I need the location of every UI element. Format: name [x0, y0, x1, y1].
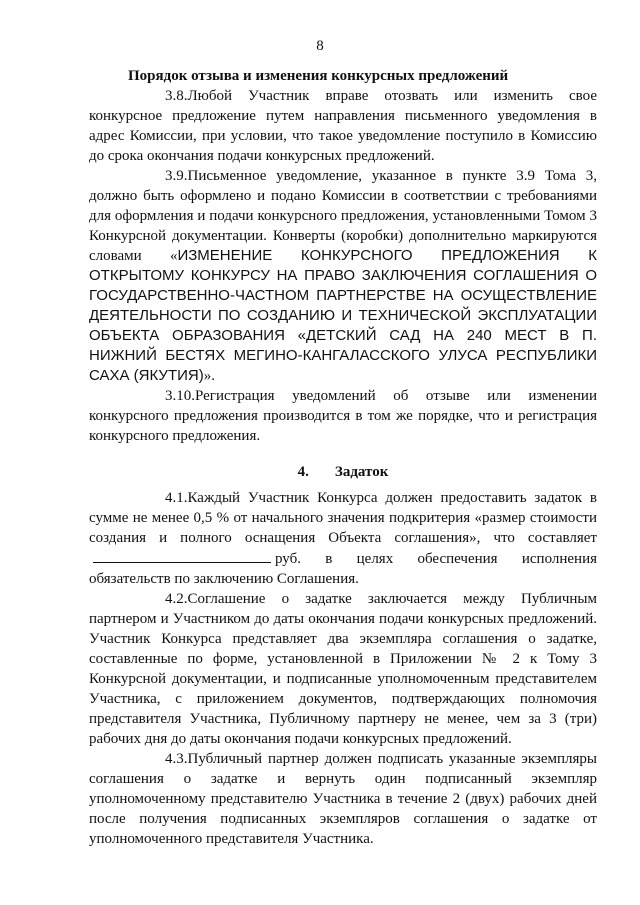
- paragraph-text-continued: руб. в целях обеспечения исполнения обязательств по заключению Соглашения.: [89, 551, 597, 587]
- paragraph-text: Соглашение о задатке заключается между Публичным партнером и Участником до даты окончания подачи конкурсных предложений. Участник Конкурса представляет два экземпляра соглашения о задатке, составленные по форме, установленной в Приложении № 2 к Тому 3 Конкурсной документации, и подписанные уполномоченным представителем Участника, с приложением документов, подтверждающих полномочия представителя Участника, Публичному партнеру не менее, чем за 3 (три) рабочих дня до даты окончания подачи конкурсных предложений.: [89, 591, 597, 747]
- section-title: Задаток: [334, 464, 389, 480]
- page-number: 8: [316, 38, 324, 54]
- paragraph-4-2: [89, 589, 597, 749]
- subsection-heading: Порядок отзыва и изменения конкурсных предложений: [128, 68, 509, 84]
- paragraph-4-3: [89, 749, 597, 849]
- section-heading: [89, 462, 597, 482]
- paragraph-text: Регистрация уведомлений об отзыве или изменении конкурсного предложения производится в том же порядке, что и регистрация конкурсного предложения.: [89, 388, 597, 444]
- paragraph-3-8: [89, 86, 597, 166]
- paragraph-text: Любой Участник вправе отозвать или изменить свое конкурсное предложение путем направления письменного уведомления в адрес Комиссии, при условии, что такое уведомление поступило в Комиссию до срока окончания подачи конкурсных предложений.: [89, 88, 597, 164]
- paragraph-tail: ».: [203, 368, 215, 384]
- paragraph-number: 3.9.: [165, 168, 188, 184]
- paragraph-4-1: [89, 488, 597, 589]
- paragraph-text: Каждый Участник Конкурса должен предоставить задаток в сумме не менее 0,5 % от начального значения подкритерия «размер стоимости создания и полного оснащения Объекта соглашения», что составляет: [89, 490, 597, 546]
- paragraph-3-9: [89, 166, 597, 386]
- amount-blank-line: [93, 548, 271, 563]
- paragraph-number: 4.2.: [165, 591, 188, 607]
- document-body: [89, 66, 597, 849]
- paragraph-text: Письменное уведомление, указанное в пункте 3.9 Тома 3, должно быть оформлено и подано Комиссии в соответствии с требованиями для оформления и подачи конкурсного предложения, установленными Томом 3 Конкурсной документации. Конверты (коробки) дополнительно маркируются словами «: [89, 168, 597, 264]
- paragraph-number: 3.8.: [165, 88, 188, 104]
- paragraph-number: 4.3.: [165, 751, 188, 767]
- marking-text: ИЗМЕНЕНИЕ КОНКУРСНОГО ПРЕДЛОЖЕНИЯ К ОТКРЫТОМУ КОНКУРСУ НА ПРАВО ЗАКЛЮЧЕНИЯ СОГЛАШЕНИЯ О ГОСУДАРСТВЕННО-ЧАСТНОМ ПАРТНЕРСТВЕ НА ОСУЩЕСТВЛЕНИЕ ДЕЯТЕЛЬНОСТИ ПО СОЗДАНИЮ И ТЕХНИЧЕСКОЙ ЭКСПЛУАТАЦИИ ОБЪЕКТА ОБРАЗОВАНИЯ «ДЕТСКИЙ САД НА 240 МЕСТ В П. НИЖНИЙ БЕСТЯХ МЕГИНО-КАНГАЛАССКОГО УЛУСА РЕСПУБЛИКИ САХА (ЯКУТИЯ): [89, 247, 597, 384]
- paragraph-text: Публичный партнер должен подписать указанные экземпляры соглашения о задатке и вернуть один подписанный экземпляр уполномоченному представителю Участника в течение 2 (двух) рабочих дней после получения подписанных экземпляров соглашения о задатке от уполномоченного представителя Участника.: [89, 751, 597, 847]
- section-number: 4.: [297, 464, 309, 480]
- paragraph-number: 3.10.: [165, 388, 195, 404]
- paragraph-3-10: [89, 386, 597, 446]
- paragraph-number: 4.1.: [165, 490, 188, 506]
